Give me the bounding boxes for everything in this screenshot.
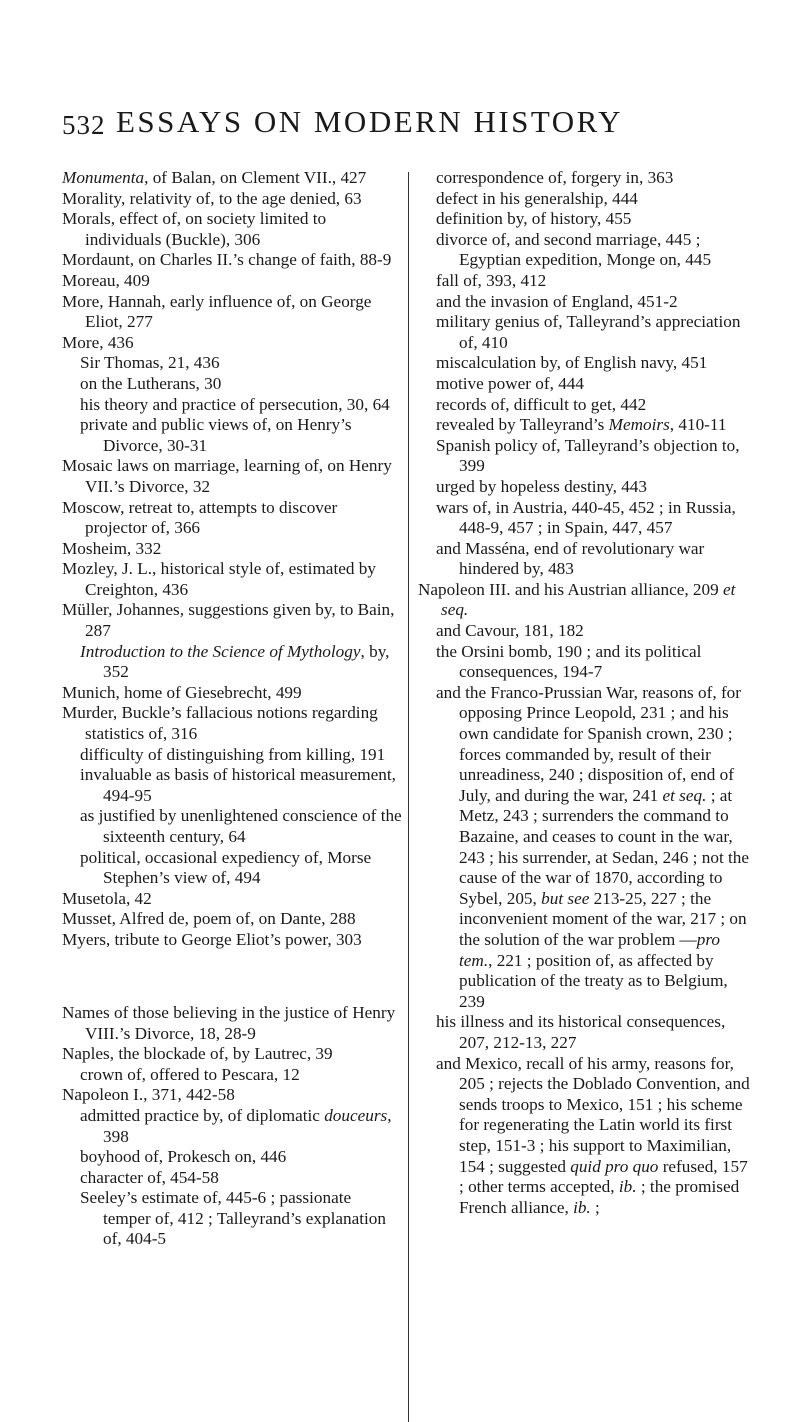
index-subentry: defect in his generalship, 444 [436, 188, 638, 208]
index-entry: Musetola, 42 [62, 888, 152, 908]
index-entry: Morals, effect of, on society limited to individuals (Buckle), 306 [62, 209, 327, 249]
index-subentry: military genius of, Talleyrand’s appreciation of, 410 [436, 312, 741, 352]
index-subentry: his illness and its historical consequences, 207, 212-13, 227 [436, 1012, 726, 1052]
index-subentry: wars of, in Austria, 440-45, 452 ; in Russia, 448-9, 457 ; in Spain, 447, 457 [436, 497, 736, 538]
index-subentry: correspondence of, forgery in, 363 [436, 168, 674, 187]
index-entry: Morality, relativity of, to the age denied, 63 [62, 188, 362, 208]
section-gap [62, 968, 402, 986]
index-subentry: and Masséna, end of revolutionary war hindered by, 483 [436, 538, 705, 579]
index-subentry: divorce of, and second marriage, 445 ; Egyptian expedition, Monge on, 445 [436, 229, 712, 270]
running-title: ESSAYS ON MODERN HISTORY [116, 104, 624, 139]
index-entry: Mosaic laws on marriage, learning of, on Henry VII.’s Divorce, 32 [62, 456, 392, 496]
index-entry: Moreau, 409 [62, 270, 150, 290]
index-subentry: difficulty of distinguishing from killing, 191 [80, 744, 386, 764]
index-subentry: revealed by Talleyrand’s Memoirs, 410-11 [436, 415, 727, 435]
column-divider [408, 172, 409, 1422]
index-subentry: and Mexico, recall of his army, reasons for, 205 ; rejects the Doblado Convention, and sends troops to Mexico, 151 ; his scheme for regenerating the Latin world its first step, 151-3 ; his support to Maximilian, 154 ; suggested quid pro quo refused, 157 ; other terms accepted, ib. ; the promised French alliance, ib. ; [436, 1053, 750, 1217]
index-subentry: boyhood of, Prokesch on, 446 [80, 1147, 287, 1167]
index-subentry: miscalculation by, of English navy, 451 [436, 353, 708, 373]
index-entry: Murder, Buckle’s fallacious notions regarding statistics of, 316 [62, 703, 378, 744]
index-subentry: private and public views of, on Henry’s Divorce, 30-31 [80, 415, 352, 455]
index-subentry: character of, 454-58 [80, 1167, 219, 1187]
index-entry: More, 436 [62, 332, 134, 352]
index-subentry: crown of, offered to Pescara, 12 [80, 1064, 300, 1084]
index-entry: Moscow, retreat to, attempts to discover projector of, 366 [62, 497, 338, 538]
index-entry: Mosheim, 332 [62, 538, 162, 558]
index-subentry: fall of, 393, 412 [436, 270, 547, 290]
index-subentry: motive power of, 444 [436, 373, 584, 393]
index-subentry: Introduction to the Science of Mythology, by, 352 [80, 641, 390, 682]
index-subentry: urged by hopeless destiny, 443 [436, 476, 647, 496]
index-entry: Names of those believing in the justice of Henry VIII.’s Divorce, 18, 28-9 [62, 1002, 396, 1043]
index-subentry: invaluable as basis of historical measurement, 494-95 [80, 765, 396, 805]
index-subentry: records of, difficult to get, 442 [436, 394, 647, 414]
index-entry: Musset, Alfred de, poem of, on Dante, 288 [62, 909, 356, 929]
index-entry: Munich, home of Giesebrecht, 499 [62, 682, 302, 702]
index-subentry: political, occasional expediency of, Morse Stephen’s view of, 494 [80, 847, 372, 888]
index-subentry: as justified by unenlightened conscience of the sixteenth century, 64 [80, 806, 402, 846]
index-entry: Monumenta, of Balan, on Clement VII., 427 [62, 168, 367, 187]
index-subentry: Sir Thomas, 21, 436 [80, 353, 220, 373]
index-entry: Mozley, J. L., historical style of, estimated by Creighton, 436 [62, 559, 376, 599]
index-entry: More, Hannah, early influence of, on George Eliot, 277 [62, 291, 372, 332]
index-subentry: admitted practice by, of diplomatic douceurs, 398 [80, 1105, 392, 1146]
index-column-right [418, 168, 750, 1218]
index-subentry: the Orsini bomb, 190 ; and its political consequences, 194-7 [436, 641, 702, 682]
index-subentry: on the Lutherans, 30 [80, 373, 222, 393]
index-entry: Müller, Johannes, suggestions given by, to Bain, 287 [62, 600, 395, 641]
index-entry: Napoleon III. and his Austrian alliance, 209 et seq. [418, 579, 736, 620]
index-subentry: and the invasion of England, 451-2 [436, 291, 678, 311]
index-entry: Napoleon I., 371, 442-58 [62, 1085, 235, 1105]
index-subentry: his theory and practice of persecution, 30, 64 [80, 394, 390, 414]
index-subentry: Spanish policy of, Talleyrand’s objection to, 399 [436, 435, 740, 476]
index-entry: Myers, tribute to George Eliot’s power, 303 [62, 929, 362, 949]
index-subentry: and Cavour, 181, 182 [436, 621, 584, 641]
page-header [62, 104, 762, 146]
index-subentry: Seeley’s estimate of, 445-6 ; passionate temper of, 412 ; Talleyrand’s explanation of, 404-5 [80, 1188, 386, 1249]
index-entry: Mordaunt, on Charles II.’s change of faith, 88-9 [62, 250, 392, 270]
index-entry: Naples, the blockade of, by Lautrec, 39 [62, 1044, 333, 1064]
page-number: 532 [62, 110, 106, 140]
index-column-left [62, 168, 402, 1250]
index-subentry: and the Franco-Prussian War, reasons of, for opposing Prince Leopold, 231 ; and his own candidate for Spanish crown, 230 ; forces commanded by, result of their unreadiness, 240 ; disposition of, end of July, and during the war, 241 et seq. ; at Metz, 243 ; surrenders the command to Bazaine, and ceases to count in the war, 243 ; his surrender, at Sedan, 246 ; not the cause of the war of 1870, according to Sybel, 205, but see 213-25, 227 ; the inconvenient moment of the war, 217 ; on the solution of the war problem —pro tem., 221 ; position of, as affected by publication of the treaty as to Belgium, 239 [436, 682, 750, 1011]
index-subentry: definition by, of history, 455 [436, 209, 632, 229]
